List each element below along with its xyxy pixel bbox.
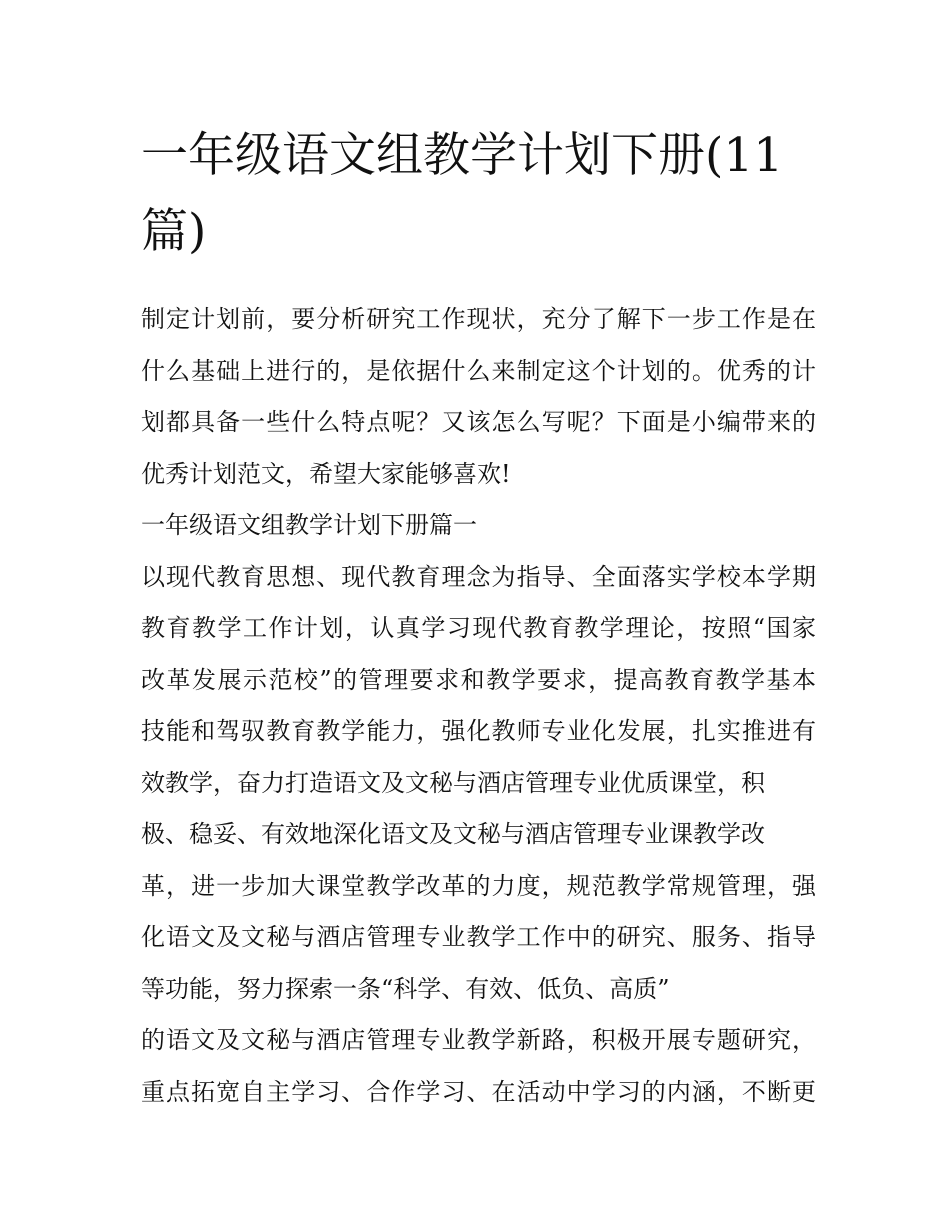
section-line: 效教学，奋力打造语文及文秘与酒店管理专业优质课堂，积 (141, 768, 765, 797)
section-line: 等功能，努力探索一条“科学、有效、低负、高质” (141, 974, 670, 1003)
section-line: 重点拓宽自主学习、合作学习、在活动中学习的内涵，不断更 (141, 1077, 816, 1106)
section-line: 化语文及文秘与酒店管理专业教学工作中的研究、服务、指导 (141, 923, 816, 951)
title-line: 一年级语文组教学计划下册(11 (141, 128, 784, 183)
section-line: 革，进一步加大课堂教学改革的力度，规范教学常规管理，强 (141, 871, 816, 900)
intro-line: 什么基础上进行的，是依据什么来制定这个计划的。优秀的计 (141, 356, 816, 385)
document-title (141, 118, 816, 270)
document-body (141, 294, 816, 1118)
section-line: 极、稳妥、有效地深化语文及文秘与酒店管理专业课教学改 (141, 820, 765, 848)
section-line: 教育教学工作计划，认真学习现代教育教学理论，按照“国家 (141, 614, 816, 642)
section-line: 的语文及文秘与酒店管理专业教学新路，积极开展专题研究， (141, 1026, 816, 1054)
section-line: 技能和驾驭教育教学能力，强化教师专业化发展，扎实推进有 (141, 717, 816, 745)
section-line: 以现代教育思想、现代教育理念为指导、全面落实学校本学期 (141, 562, 816, 591)
title-line: 篇) (141, 204, 207, 259)
document-content (141, 118, 816, 1118)
intro-line: 制定计划前，要分析研究工作现状，充分了解下一步工作是在 (141, 305, 816, 333)
section-line: 改革发展示范校”的管理要求和教学要求，提高教育教学基本 (141, 665, 816, 694)
intro-line: 划都具备一些什么特点呢？又该怎么写呢？下面是小编带来的 (141, 408, 816, 436)
intro-line: 优秀计划范文，希望大家能够喜欢! (141, 459, 511, 488)
section-heading: 一年级语文组教学计划下册篇一 (141, 511, 477, 539)
